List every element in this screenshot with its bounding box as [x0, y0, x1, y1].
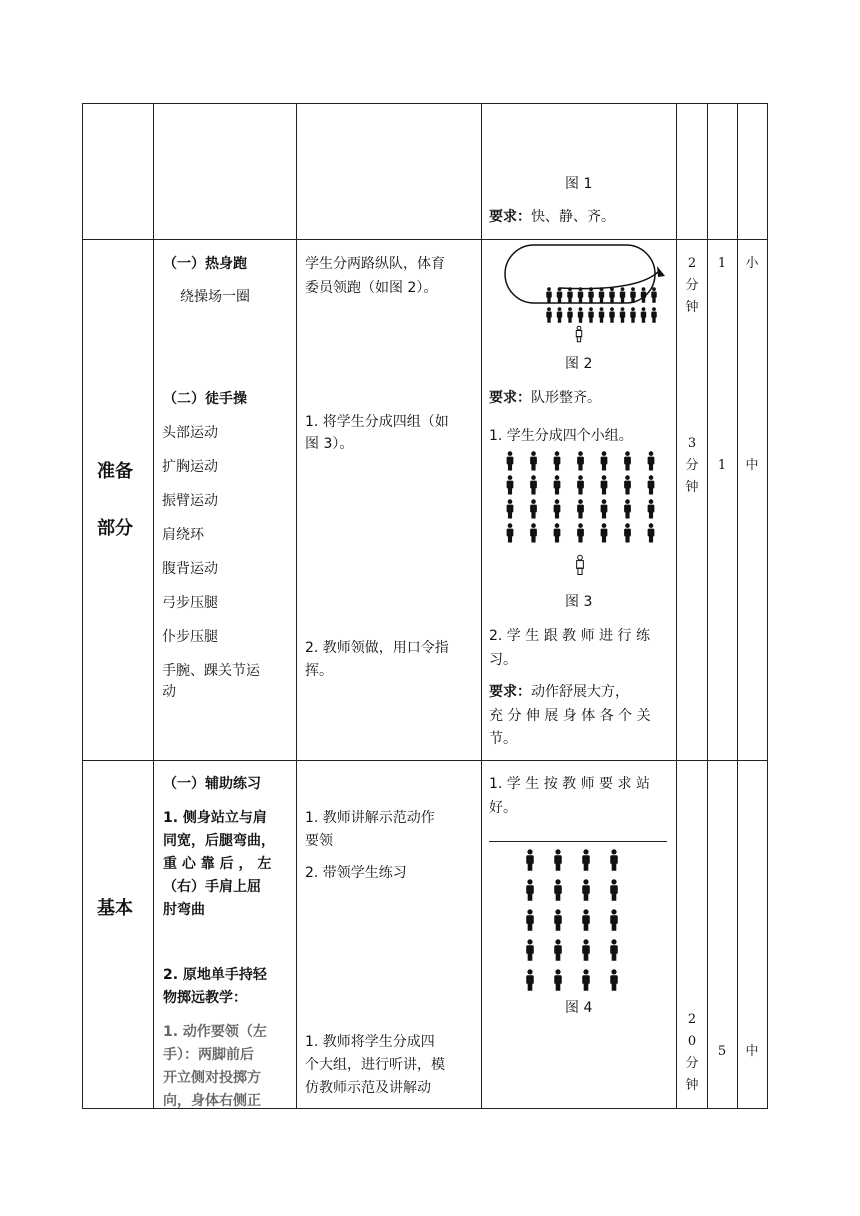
- aux-item-line: 肘弯曲: [163, 902, 205, 918]
- exercise-item: 弓步压腿: [162, 595, 218, 611]
- aux-item-line: 1. 动作要领（左: [163, 1024, 267, 1040]
- basic-count: 5: [717, 1044, 727, 1059]
- aux-item-line: 开立侧对投掷方: [163, 1070, 261, 1086]
- student-icon: [624, 475, 631, 494]
- student-icon: [577, 451, 584, 470]
- exercise-item: 头部运动: [162, 425, 218, 441]
- student-icon: [630, 287, 635, 303]
- student-icon: [526, 909, 534, 930]
- exercise-time-3: 钟: [685, 480, 699, 495]
- student-icon: [546, 287, 551, 303]
- student-icon: [546, 307, 551, 323]
- fig2-caption: 图 2: [565, 356, 593, 372]
- warmup-time-2: 分: [685, 278, 699, 293]
- student-icon: [609, 307, 614, 323]
- student-icon: [557, 307, 562, 323]
- exercise-item: 手腕、踝关节运: [162, 663, 260, 679]
- student-icon: [648, 523, 655, 542]
- aux-item-line: 重 心 靠 后 ， 左: [163, 856, 272, 872]
- col-line-1: [153, 103, 154, 1109]
- row-line-top: [82, 103, 768, 104]
- student-icon: [554, 969, 562, 990]
- aux-item-line: 1. 侧身站立与肩: [163, 810, 267, 826]
- col-line-4: [676, 103, 677, 1109]
- student-icon: [578, 307, 583, 323]
- req-line1: [489, 680, 629, 704]
- student-icon: [582, 939, 590, 960]
- student-icon: [648, 451, 655, 470]
- exercise-count: 1: [717, 458, 727, 473]
- student-icon: [526, 849, 534, 870]
- student-icon: [620, 307, 625, 323]
- student-icon: [610, 879, 618, 900]
- student-icon: [624, 523, 631, 542]
- exercise-org-1-line1: 1. 将学生分成四组（如: [305, 414, 449, 430]
- student-stand-line1: 1. 学 生 按 教 师 要 求 站: [489, 776, 650, 792]
- fig2-req-label: 要求：: [489, 390, 531, 406]
- section-label-prep-1: 准备: [97, 461, 133, 482]
- teach-1-line2: 要领: [305, 833, 333, 849]
- student-icon: [557, 287, 562, 303]
- students-grouping: 1. 学生分成四个小组。: [489, 428, 633, 444]
- student-icon: [601, 499, 608, 518]
- student-icon: [610, 849, 618, 870]
- student-icon: [526, 879, 534, 900]
- requirement-label: 要求：: [489, 209, 531, 225]
- teach-2: 2. 带领学生练习: [305, 865, 407, 881]
- exercise-item: 扩胸运动: [162, 459, 218, 475]
- student-icon: [582, 849, 590, 870]
- aux-item-line: 2. 原地单手持轻: [163, 967, 267, 983]
- exercise-intensity: 中: [745, 458, 759, 473]
- basic-time-3: 分: [685, 1056, 699, 1071]
- student-icon: [610, 969, 618, 990]
- student-icon: [651, 307, 656, 323]
- exercise-org-1-line2: 图 3）。: [305, 436, 354, 452]
- student-icon: [554, 879, 562, 900]
- exercise-time-1: 3: [687, 436, 697, 451]
- basic-intensity: 中: [745, 1044, 759, 1059]
- student-icon: [554, 523, 561, 542]
- student-icon: [577, 475, 584, 494]
- fig1-caption: 图 1: [565, 176, 593, 192]
- warmup-desc: 绕操场一圈: [180, 289, 250, 305]
- student-icon: [567, 287, 572, 303]
- exercise-item: 肩绕环: [162, 527, 204, 543]
- student-icon: [648, 499, 655, 518]
- req-line2: 充 分 伸 展 身 体 各 个 关: [489, 708, 651, 724]
- aux-item-line: 物掷远教学：: [163, 990, 247, 1006]
- student-icon: [582, 909, 590, 930]
- student-icon: [582, 879, 590, 900]
- row-line-2: [82, 760, 768, 761]
- col-line-7: [767, 103, 768, 1109]
- student-icon: [609, 287, 614, 303]
- student-icon: [620, 287, 625, 303]
- exercise-item: 腹背运动: [162, 561, 218, 577]
- exercise-org-2-line1: 2. 教师领做，用口令指: [305, 640, 449, 656]
- exercise-time-2: 分: [685, 458, 699, 473]
- student-icon: [599, 307, 604, 323]
- exercise-item: 仆步压腿: [162, 629, 218, 645]
- student-icon: [610, 939, 618, 960]
- student-icon: [530, 475, 537, 494]
- col-line-2: [296, 103, 297, 1109]
- student-icon: [507, 523, 514, 542]
- fig4-caption: 图 4: [565, 1000, 593, 1016]
- warmup-time-3: 钟: [685, 300, 699, 315]
- student-icon: [554, 451, 561, 470]
- fig4-baseline: [489, 841, 667, 842]
- student-icon: [641, 307, 646, 323]
- section-label-prep-2: 部分: [97, 518, 133, 539]
- teach-3-line1: 1. 教师将学生分成四: [305, 1034, 435, 1050]
- aux-title: （一）辅助练习: [163, 776, 261, 792]
- aux-item-line: 向，身体右侧正: [163, 1093, 261, 1109]
- fig1-requirement: [489, 205, 615, 229]
- basic-time-2: 0: [687, 1034, 697, 1049]
- teach-3-line2: 个大组，进行听讲，模: [305, 1057, 445, 1073]
- req-label: 要求：: [489, 684, 531, 700]
- student-icon: [610, 909, 618, 930]
- student-icon: [507, 451, 514, 470]
- student-icon: [577, 523, 584, 542]
- section-label-basic: 基本: [97, 898, 133, 919]
- fig2-req-text: 队形整齐。: [531, 390, 601, 406]
- fig4-formation: [0, 0, 1, 1]
- exercise-title: （二）徒手操: [163, 391, 247, 407]
- student-icon: [567, 307, 572, 323]
- student-icon: [530, 523, 537, 542]
- fig3-caption: 图 3: [565, 594, 593, 610]
- student-icon: [526, 969, 534, 990]
- warmup-intensity: 小: [745, 256, 759, 271]
- col-line-6: [737, 103, 738, 1109]
- aux-item-line: 手）：两脚前后: [163, 1047, 254, 1063]
- student-icon: [651, 287, 656, 303]
- student-icon: [624, 499, 631, 518]
- fig2-requirement: [489, 386, 601, 410]
- student-icon: [588, 287, 593, 303]
- teacher-icon: [576, 326, 581, 342]
- requirement-text: 快、静、齐。: [531, 209, 615, 225]
- student-icon: [601, 451, 608, 470]
- student-icon: [530, 499, 537, 518]
- warmup-org-line2: 委员领跑（如图 2）。: [305, 280, 438, 296]
- student-icon: [507, 499, 514, 518]
- student-icon: [577, 499, 584, 518]
- warmup-org-line1: 学生分两路纵队，体育: [305, 256, 445, 272]
- student-icon: [648, 475, 655, 494]
- student-icon: [599, 287, 604, 303]
- student-icon: [630, 307, 635, 323]
- students-practice-line2: 习。: [489, 652, 517, 668]
- warmup-time-1: 2: [687, 256, 697, 271]
- student-icon: [588, 307, 593, 323]
- exercise-item: 动: [162, 684, 176, 700]
- student-icon: [554, 909, 562, 930]
- student-icon: [554, 475, 561, 494]
- student-icon: [601, 523, 608, 542]
- exercise-org-2-line2: 挥。: [305, 663, 333, 679]
- student-icon: [624, 451, 631, 470]
- student-icon: [526, 939, 534, 960]
- student-icon: [554, 849, 562, 870]
- col-line-0: [82, 103, 83, 1109]
- teacher-icon: [577, 555, 584, 574]
- basic-time-4: 钟: [685, 1078, 699, 1093]
- warmup-title: （一）热身跑: [163, 256, 247, 272]
- exercise-item: 振臂运动: [162, 493, 218, 509]
- student-stand-line2: 好。: [489, 800, 517, 816]
- student-icon: [641, 287, 646, 303]
- row-line-1: [82, 239, 768, 240]
- req-line3: 节。: [489, 731, 517, 747]
- basic-time-1: 2: [687, 1012, 697, 1027]
- col-line-5: [707, 103, 708, 1109]
- aux-item-line: （右）手肩上屈: [163, 879, 261, 895]
- req-text-1: 动作舒展大方，: [531, 684, 629, 700]
- student-icon: [530, 451, 537, 470]
- col-line-3: [481, 103, 482, 1109]
- teach-3-line3: 仿教师示范及讲解动: [305, 1080, 431, 1096]
- students-practice-line1: 2. 学 生 跟 教 师 进 行 练: [489, 628, 650, 644]
- student-icon: [601, 475, 608, 494]
- student-icon: [578, 287, 583, 303]
- warmup-count: 1: [717, 256, 727, 271]
- student-icon: [554, 939, 562, 960]
- student-icon: [554, 499, 561, 518]
- aux-item-line: 同宽，后腿弯曲，: [163, 833, 275, 849]
- student-icon: [582, 969, 590, 990]
- student-icon: [507, 475, 514, 494]
- teach-1-line1: 1. 教师讲解示范动作: [305, 810, 435, 826]
